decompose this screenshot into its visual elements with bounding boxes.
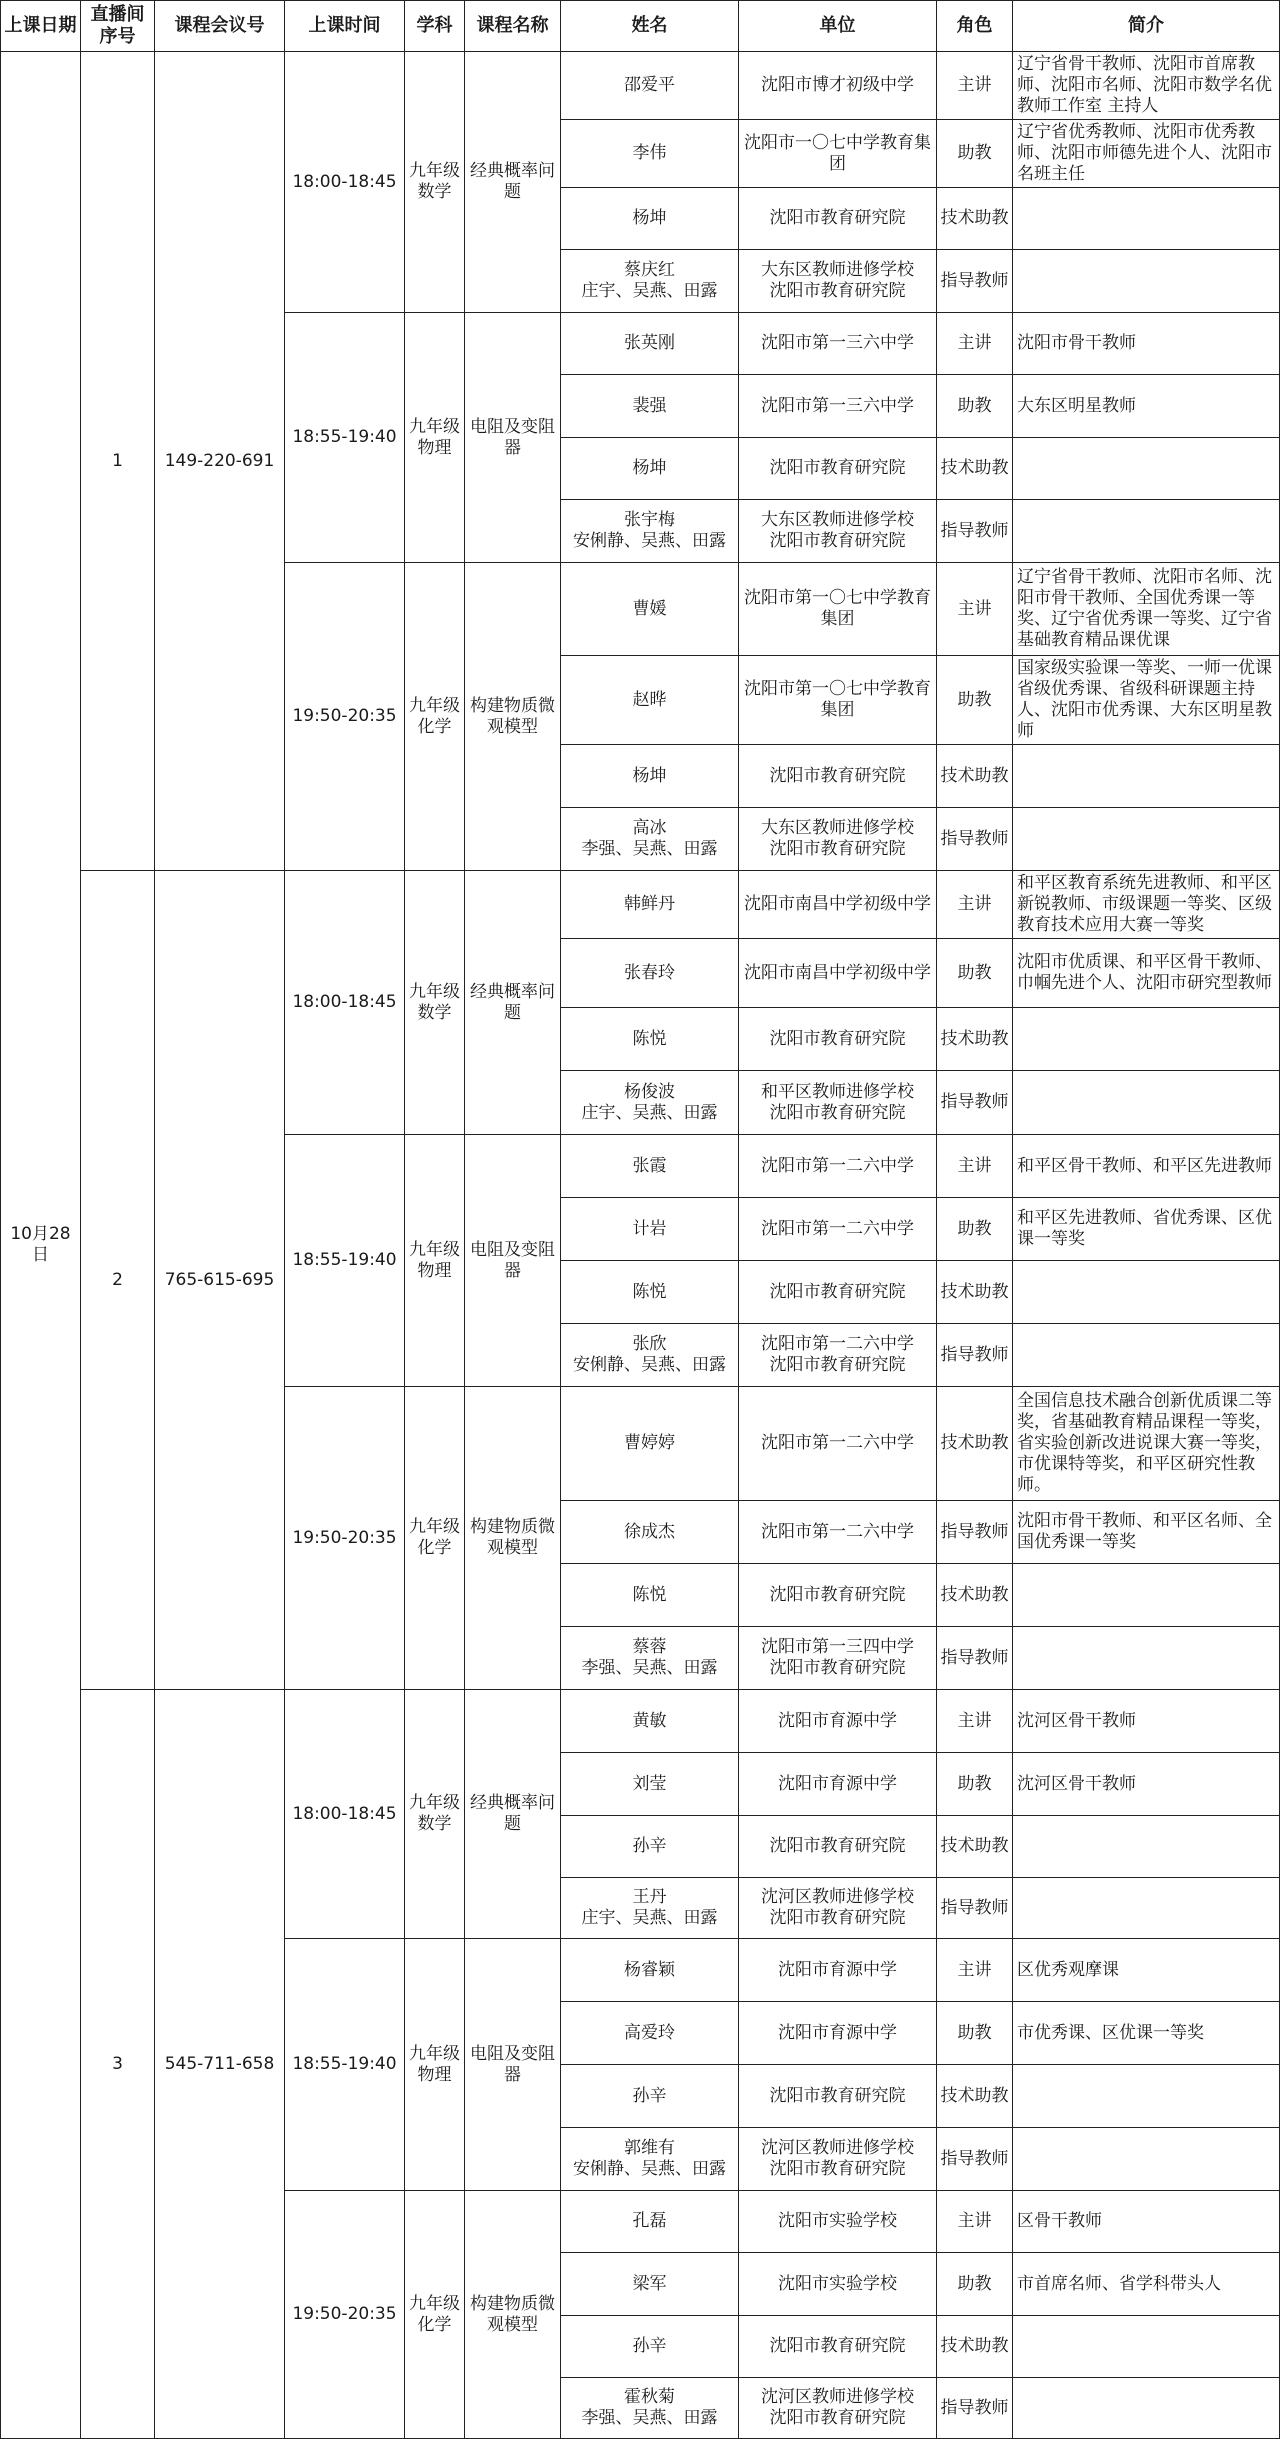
time-cell: 18:00-18:45 — [285, 871, 405, 1135]
subject-cell: 九年级物理 — [405, 313, 465, 563]
intro-cell — [1013, 808, 1280, 871]
role-cell: 助教 — [937, 1753, 1013, 1816]
intro-cell — [1013, 1627, 1280, 1690]
role-cell: 指导教师 — [937, 500, 1013, 563]
teacher-name-cell: 孙辛 — [561, 2065, 739, 2128]
teacher-name-cell: 高冰 李强、吴燕、田露 — [561, 808, 739, 871]
course-cell: 电阻及变阻器 — [465, 1939, 561, 2191]
teacher-name-cell: 孙辛 — [561, 1816, 739, 1878]
header-name: 姓名 — [561, 1, 739, 52]
meeting-id-cell: 149-220-691 — [155, 52, 285, 871]
course-cell: 经典概率问题 — [465, 52, 561, 313]
table-row — [1, 1690, 1280, 1753]
teacher-name-cell: 杨俊波 庄宇、吴燕、田露 — [561, 1071, 739, 1135]
time-cell: 18:00-18:45 — [285, 1690, 405, 1939]
role-cell: 主讲 — [937, 1690, 1013, 1753]
role-cell: 技术助教 — [937, 745, 1013, 808]
subject-cell: 九年级物理 — [405, 1135, 465, 1387]
course-cell: 经典概率问题 — [465, 871, 561, 1135]
unit-cell: 沈阳市教育研究院 — [739, 745, 937, 808]
role-cell: 指导教师 — [937, 1324, 1013, 1387]
teacher-name-cell: 张霞 — [561, 1135, 739, 1198]
course-cell: 电阻及变阻器 — [465, 1135, 561, 1387]
teacher-name-cell: 郭维有 安俐静、吴燕、田露 — [561, 2128, 739, 2191]
subject-cell: 九年级化学 — [405, 1387, 465, 1690]
intro-cell — [1013, 1008, 1280, 1071]
teacher-name-cell: 计岩 — [561, 1198, 739, 1261]
intro-cell: 和平区先进教师、省优秀课、区优课一等奖 — [1013, 1198, 1280, 1261]
teacher-name-cell: 杨坤 — [561, 745, 739, 808]
role-cell: 技术助教 — [937, 188, 1013, 250]
unit-cell: 大东区教师进修学校 沈阳市教育研究院 — [739, 808, 937, 871]
intro-cell — [1013, 1816, 1280, 1878]
intro-cell — [1013, 1324, 1280, 1387]
teacher-name-cell: 韩鲜丹 — [561, 871, 739, 939]
header-row — [1, 1, 1280, 52]
role-cell: 指导教师 — [937, 2378, 1013, 2439]
intro-cell: 辽宁省骨干教师、沈阳市名师、沈阳市骨干教师、全国优秀课一等奖、辽宁省优秀课一等奖、辽宁省基础教育精品课优课 — [1013, 563, 1280, 656]
unit-cell: 大东区教师进修学校 沈阳市教育研究院 — [739, 500, 937, 563]
teacher-name-cell: 杨睿颖 — [561, 1939, 739, 2002]
intro-cell — [1013, 2378, 1280, 2439]
intro-cell: 沈阳市骨干教师、和平区名师、全国优秀课一等奖 — [1013, 1501, 1280, 1564]
unit-cell: 和平区教师进修学校 沈阳市教育研究院 — [739, 1071, 937, 1135]
role-cell: 指导教师 — [937, 1501, 1013, 1564]
role-cell: 指导教师 — [937, 2128, 1013, 2191]
teacher-name-cell: 蔡蓉 李强、吴燕、田露 — [561, 1627, 739, 1690]
role-cell: 助教 — [937, 375, 1013, 438]
intro-cell: 沈河区骨干教师 — [1013, 1753, 1280, 1816]
intro-cell: 和平区骨干教师、和平区先进教师 — [1013, 1135, 1280, 1198]
intro-cell: 沈河区骨干教师 — [1013, 1690, 1280, 1753]
teacher-name-cell: 徐成杰 — [561, 1501, 739, 1564]
unit-cell: 沈河区教师进修学校 沈阳市教育研究院 — [739, 1878, 937, 1939]
intro-cell: 区骨干教师 — [1013, 2191, 1280, 2253]
header-intro: 简介 — [1013, 1, 1280, 52]
unit-cell: 沈阳市第一〇七中学教育集团 — [739, 656, 937, 745]
room-number-cell: 3 — [81, 1690, 155, 2439]
unit-cell: 沈阳市实验学校 — [739, 2191, 937, 2253]
unit-cell: 沈阳市第一三四中学 沈阳市教育研究院 — [739, 1627, 937, 1690]
teacher-name-cell: 杨坤 — [561, 438, 739, 500]
teacher-name-cell: 赵晔 — [561, 656, 739, 745]
role-cell: 主讲 — [937, 2191, 1013, 2253]
unit-cell: 沈阳市第一三六中学 — [739, 313, 937, 375]
role-cell: 主讲 — [937, 52, 1013, 120]
intro-cell: 市首席名师、省学科带头人 — [1013, 2253, 1280, 2316]
intro-cell — [1013, 1261, 1280, 1324]
unit-cell: 沈阳市教育研究院 — [739, 188, 937, 250]
time-cell: 18:55-19:40 — [285, 313, 405, 563]
table-row — [1, 871, 1280, 939]
intro-cell — [1013, 500, 1280, 563]
role-cell: 主讲 — [937, 1939, 1013, 2002]
teacher-name-cell: 曹婷婷 — [561, 1387, 739, 1501]
role-cell: 助教 — [937, 656, 1013, 745]
unit-cell: 沈阳市教育研究院 — [739, 2065, 937, 2128]
intro-cell — [1013, 438, 1280, 500]
unit-cell: 沈阳市实验学校 — [739, 2253, 937, 2316]
header-unit: 单位 — [739, 1, 937, 52]
unit-cell: 沈阳市第一二六中学 — [739, 1135, 937, 1198]
subject-cell: 九年级数学 — [405, 1690, 465, 1939]
subject-cell: 九年级数学 — [405, 52, 465, 313]
unit-cell: 沈河区教师进修学校 沈阳市教育研究院 — [739, 2378, 937, 2439]
unit-cell: 沈阳市第一二六中学 — [739, 1198, 937, 1261]
unit-cell: 沈阳市第一二六中学 沈阳市教育研究院 — [739, 1324, 937, 1387]
teacher-name-cell: 张宇梅 安俐静、吴燕、田露 — [561, 500, 739, 563]
role-cell: 助教 — [937, 2253, 1013, 2316]
teacher-name-cell: 孙辛 — [561, 2316, 739, 2378]
teacher-name-cell: 张欣 安俐静、吴燕、田露 — [561, 1324, 739, 1387]
course-cell: 构建物质微观模型 — [465, 563, 561, 871]
schedule-body — [1, 52, 1280, 2439]
role-cell: 技术助教 — [937, 1564, 1013, 1627]
teacher-name-cell: 张春玲 — [561, 939, 739, 1008]
role-cell: 指导教师 — [937, 1071, 1013, 1135]
teacher-name-cell: 陈悦 — [561, 1261, 739, 1324]
time-cell: 18:55-19:40 — [285, 1135, 405, 1387]
intro-cell: 区优秀观摩课 — [1013, 1939, 1280, 2002]
unit-cell: 沈阳市教育研究院 — [739, 1261, 937, 1324]
subject-cell: 九年级化学 — [405, 563, 465, 871]
subject-cell: 九年级化学 — [405, 2191, 465, 2439]
role-cell: 技术助教 — [937, 1008, 1013, 1071]
time-cell: 19:50-20:35 — [285, 1387, 405, 1690]
role-cell: 技术助教 — [937, 2316, 1013, 2378]
unit-cell: 沈阳市育源中学 — [739, 2002, 937, 2065]
teacher-name-cell: 曹媛 — [561, 563, 739, 656]
room-number-cell: 1 — [81, 52, 155, 871]
course-cell: 构建物质微观模型 — [465, 2191, 561, 2439]
header-subject: 学科 — [405, 1, 465, 52]
teacher-name-cell: 霍秋菊 李强、吴燕、田露 — [561, 2378, 739, 2439]
unit-cell: 沈阳市育源中学 — [739, 1690, 937, 1753]
role-cell: 指导教师 — [937, 808, 1013, 871]
intro-cell — [1013, 2128, 1280, 2191]
teacher-name-cell: 邵爱平 — [561, 52, 739, 120]
teacher-name-cell: 蔡庆红 庄宇、吴燕、田露 — [561, 250, 739, 313]
unit-cell: 沈阳市南昌中学初级中学 — [739, 939, 937, 1008]
date-cell: 10月28日 — [1, 52, 81, 2439]
header-date: 上课日期 — [1, 1, 81, 52]
role-cell: 技术助教 — [937, 438, 1013, 500]
header-role: 角色 — [937, 1, 1013, 52]
teacher-name-cell: 张英刚 — [561, 313, 739, 375]
role-cell: 指导教师 — [937, 1627, 1013, 1690]
role-cell: 技术助教 — [937, 1387, 1013, 1501]
course-cell: 经典概率问题 — [465, 1690, 561, 1939]
intro-cell — [1013, 2065, 1280, 2128]
role-cell: 主讲 — [937, 313, 1013, 375]
role-cell: 技术助教 — [937, 1261, 1013, 1324]
intro-cell: 沈阳市优质课、和平区骨干教师、巾帼先进个人、沈阳市研究型教师 — [1013, 939, 1280, 1008]
teacher-name-cell: 裴强 — [561, 375, 739, 438]
intro-cell — [1013, 1878, 1280, 1939]
subject-cell: 九年级数学 — [405, 871, 465, 1135]
intro-cell — [1013, 2316, 1280, 2378]
unit-cell: 沈阳市博才初级中学 — [739, 52, 937, 120]
unit-cell: 沈阳市第一二六中学 — [739, 1387, 937, 1501]
time-cell: 18:55-19:40 — [285, 1939, 405, 2191]
intro-cell: 沈阳市骨干教师 — [1013, 313, 1280, 375]
intro-cell: 全国信息技术融合创新优质课二等奖，省基础教育精品课程一等奖，省实验创新改进说课大赛一等奖，市优课特等奖，和平区研究性教师。 — [1013, 1387, 1280, 1501]
meeting-id-cell: 545-711-658 — [155, 1690, 285, 2439]
subject-cell: 九年级物理 — [405, 1939, 465, 2191]
role-cell: 助教 — [937, 1198, 1013, 1261]
role-cell: 指导教师 — [937, 1878, 1013, 1939]
role-cell: 助教 — [937, 939, 1013, 1008]
time-cell: 19:50-20:35 — [285, 2191, 405, 2439]
room-number-cell: 2 — [81, 871, 155, 1690]
role-cell: 助教 — [937, 120, 1013, 188]
header-room: 直播间序号 — [81, 1, 155, 52]
unit-cell: 沈阳市南昌中学初级中学 — [739, 871, 937, 939]
intro-cell — [1013, 1071, 1280, 1135]
intro-cell — [1013, 745, 1280, 808]
course-cell: 构建物质微观模型 — [465, 1387, 561, 1690]
unit-cell: 大东区教师进修学校 沈阳市教育研究院 — [739, 250, 937, 313]
time-cell: 19:50-20:35 — [285, 563, 405, 871]
time-cell: 18:00-18:45 — [285, 52, 405, 313]
teacher-name-cell: 陈悦 — [561, 1564, 739, 1627]
unit-cell: 沈阳市一〇七中学教育集团 — [739, 120, 937, 188]
table-row — [1, 52, 1280, 120]
unit-cell: 沈河区教师进修学校 沈阳市教育研究院 — [739, 2128, 937, 2191]
role-cell: 主讲 — [937, 1135, 1013, 1198]
intro-cell: 辽宁省优秀教师、沈阳市优秀教师、沈阳市师德先进个人、沈阳市名班主任 — [1013, 120, 1280, 188]
teacher-name-cell: 刘莹 — [561, 1753, 739, 1816]
role-cell: 指导教师 — [937, 250, 1013, 313]
unit-cell: 沈阳市第一二六中学 — [739, 1501, 937, 1564]
unit-cell: 沈阳市教育研究院 — [739, 1816, 937, 1878]
header-time: 上课时间 — [285, 1, 405, 52]
intro-cell: 国家级实验课一等奖、一师一优课省级优秀课、省级科研课题主持人、沈阳市优秀课、大东区明星教师 — [1013, 656, 1280, 745]
intro-cell — [1013, 250, 1280, 313]
intro-cell — [1013, 1564, 1280, 1627]
teacher-name-cell: 王丹 庄宇、吴燕、田露 — [561, 1878, 739, 1939]
role-cell: 主讲 — [937, 563, 1013, 656]
teacher-name-cell: 孔磊 — [561, 2191, 739, 2253]
unit-cell: 沈阳市育源中学 — [739, 1753, 937, 1816]
intro-cell: 大东区明星教师 — [1013, 375, 1280, 438]
unit-cell: 沈阳市教育研究院 — [739, 2316, 937, 2378]
teacher-name-cell: 李伟 — [561, 120, 739, 188]
role-cell: 技术助教 — [937, 2065, 1013, 2128]
header-course: 课程名称 — [465, 1, 561, 52]
role-cell: 助教 — [937, 2002, 1013, 2065]
intro-cell: 辽宁省骨干教师、沈阳市首席教师、沈阳市名师、沈阳市数学名优教师工作室 主持人 — [1013, 52, 1280, 120]
unit-cell: 沈阳市第一〇七中学教育集团 — [739, 563, 937, 656]
unit-cell: 沈阳市第一三六中学 — [739, 375, 937, 438]
teacher-name-cell: 杨坤 — [561, 188, 739, 250]
role-cell: 主讲 — [937, 871, 1013, 939]
teacher-name-cell: 陈悦 — [561, 1008, 739, 1071]
unit-cell: 沈阳市教育研究院 — [739, 438, 937, 500]
unit-cell: 沈阳市教育研究院 — [739, 1564, 937, 1627]
meeting-id-cell: 765-615-695 — [155, 871, 285, 1690]
unit-cell: 沈阳市教育研究院 — [739, 1008, 937, 1071]
intro-cell — [1013, 188, 1280, 250]
course-cell: 电阻及变阻器 — [465, 313, 561, 563]
unit-cell: 沈阳市育源中学 — [739, 1939, 937, 2002]
teacher-name-cell: 黄敏 — [561, 1690, 739, 1753]
intro-cell: 和平区教育系统先进教师、和平区新锐教师、市级课题一等奖、区级教育技术应用大赛一等奖 — [1013, 871, 1280, 939]
teacher-name-cell: 高爱玲 — [561, 2002, 739, 2065]
teacher-name-cell: 梁军 — [561, 2253, 739, 2316]
intro-cell: 市优秀课、区优课一等奖 — [1013, 2002, 1280, 2065]
header-meeting: 课程会议号 — [155, 1, 285, 52]
role-cell: 技术助教 — [937, 1816, 1013, 1878]
